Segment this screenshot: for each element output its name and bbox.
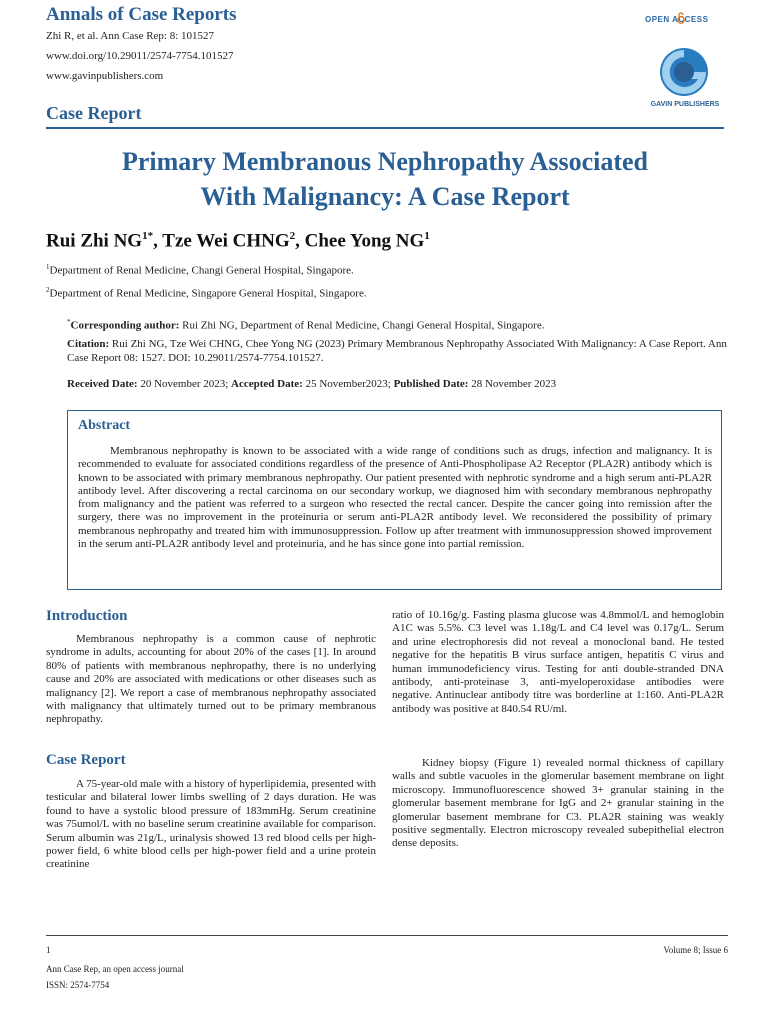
footer-divider	[46, 935, 728, 936]
dates-line	[67, 377, 727, 391]
open-lock-icon	[676, 12, 686, 24]
case-report-continued: ratio of 10.16g/g. Fasting plasma glucose was 4.8mmol/L and hemoglobin A1C was 5.5%. C3 level was 1.18g/L and C4 level was 0.17g/L. Serum and urine electrophoresis did not reveal a monoclonal band. He tested negative for the hepatitis B virus surface antigen, hepatitis C virus and human immunodeficiency virus. Testing for anti double-stranded DNA antibody, anti-proteinase 3, anti-myeloperoxidase antibodies were negative. Antinuclear antibody titre was borderline at 1:160. Anti-PLA2R antibody was positive at 840.54 RU/ml.	[392, 609, 724, 715]
open-access-label: OPEN ACCESS	[645, 15, 709, 24]
case-report-heading: Case Report	[46, 752, 126, 768]
accepted-date: 25 November2023;	[302, 378, 394, 390]
corresponding-sup: *	[67, 318, 71, 326]
abstract-heading: Abstract	[78, 418, 131, 433]
author-sup: 1*	[142, 230, 154, 242]
corresponding-text: Rui Zhi NG, Department of Renal Medicine, Changi General Hospital, Singapore.	[179, 319, 545, 332]
author-sup: 1	[424, 230, 430, 242]
kidney-biopsy-text: Kidney biopsy (Figure 1) revealed normal thickness of capillary walls and subtle vacuoles in the glomerular basement membrane on light microscopy. Immunofluorescence showed 3+ granular staining in the glomerular basement membrane for IgG and 2+ granular staining in the glomerular basement membrane for C3. PLA2R staining was weakly positive segmentally. Electron microscopy revealed subepithelial electron dense deposits.	[392, 757, 724, 850]
footer-journal: Ann Case Rep, an open access journal	[46, 964, 184, 974]
received-date: 20 November 2023;	[137, 378, 232, 390]
title-line: With Malignancy: A Case Report	[200, 182, 570, 211]
article-type: Case Report	[46, 103, 142, 123]
affiliation-sup: 1	[46, 263, 50, 271]
publisher-name: GAVIN PUBLISHERS	[650, 101, 720, 108]
case-report-text: A 75-year-old male with a history of hyperlipidemia, presented with testicular and bilateral lower limbs swelling of 2 days duration. He was found to have a systolic blood pressure of 183mmHg. Serum creatinine was 75umol/L with no baseline serum creatinine available for comparison. Serum albumin was 21g/L, urinalysis showed 13 red blood cells per high-power field, 6 white blood cells per high-power field and a urine protein creatinine	[46, 778, 376, 871]
abstract-text: Membranous nephropathy is known to be associated with a wide range of conditions such as drugs, infection and malignancy. It is recommended to evaluate for associated conditions regardless of the presence of Anti-Phospholipase A2 Receptor (PLA2R) antibody which is known to be associated with primary membranous nephropathy. Our patient presented with nephrotic syndrome and a high serum anti-PLA2R antibody level. After discovering a rectal carcinoma on our secondary workup, we diagnosed him with secondary membranous nephropathy from malignancy and the patient was referred to a surgeon who resected the rectal cancer. Despite the cancer going into remission after the surgery, there was no improvement in the proteinuria or serum anti-PLA2R antibody level. We reconsidered the possibility of primary membranous nephropathy and treated him with immunosuppression. Follow up after treatment with immunosuppression showed improvement in the serum anti-PLA2R antibody level and proteinuria, and he has since gone into partial remission.	[78, 445, 712, 551]
published-date: 28 November 2023	[468, 378, 557, 390]
citation-label: Citation:	[67, 338, 110, 350]
author-sup: 2	[289, 230, 296, 242]
gavin-publishers-logo	[652, 44, 716, 100]
affiliation-text: Department of Renal Medicine, Singapore General Hospital, Singapore.	[49, 287, 367, 300]
introduction-heading: Introduction	[46, 608, 128, 624]
author-list: Rui Zhi $NG^{1*}$, Tze Wei CHNG$^2$, Chee Yong $NG^1$	[46, 230, 430, 252]
affiliation-sup: 2	[46, 286, 50, 294]
published-label: Published Date:	[393, 378, 469, 390]
affiliation-text: Department of Renal Medicine, Changi General Hospital, Singapore.	[49, 264, 354, 277]
title-line: Primary Membranous Nephropathy Associated	[121, 147, 648, 176]
page-number: 1	[46, 945, 51, 955]
accepted-label: Accepted Date:	[231, 378, 303, 390]
author-name: Rui Zhi NG	[46, 230, 143, 252]
affiliation	[46, 286, 367, 300]
citation-block	[67, 337, 727, 365]
author-name: Tze Wei CHNG	[162, 230, 290, 252]
introduction-text: Membranous nephropathy is a common cause of nephrotic syndrome in adults, accounting for about 20% of the cases [1]. In around 80% of patients with membranous nephropathy, there is no underlying cause and 20% are associated with medications or other diseases such as malignancy [2]. We report a case of membranous nephropathy associated with malignancy that ultimately turned out to be primary membranous nephropathy.	[46, 633, 376, 726]
received-label: Received Date:	[67, 378, 138, 390]
author-name: Chee Yong NG	[304, 230, 425, 252]
article-title	[46, 144, 724, 214]
footer-issn: ISSN: 2574-7754	[46, 980, 110, 990]
corresponding-label: Corresponding author:	[70, 319, 180, 332]
corresponding-author	[67, 315, 727, 333]
website-link[interactable]: www.gavinpublishers.com	[46, 70, 164, 82]
journal-name: Annals of Case Reports	[46, 4, 237, 25]
citation-line: Zhi R, et al. Ann Case Rep: 8: 101527	[46, 30, 215, 42]
citation-text: Rui Zhi NG, Tze Wei CHNG, Chee Yong NG (2023) Primary Membranous Nephropathy Associated With Malignancy: A Case Report. Ann Case Report 08: 1527. DOI: 10.29011/2574-7754.101527.	[67, 338, 727, 364]
header-divider	[46, 127, 724, 129]
doi-link[interactable]: www.doi.org/10.29011/2574-7754.101527	[46, 50, 234, 62]
volume-issue: Volume 8; Issue 6	[663, 945, 728, 955]
affiliation	[46, 263, 354, 277]
